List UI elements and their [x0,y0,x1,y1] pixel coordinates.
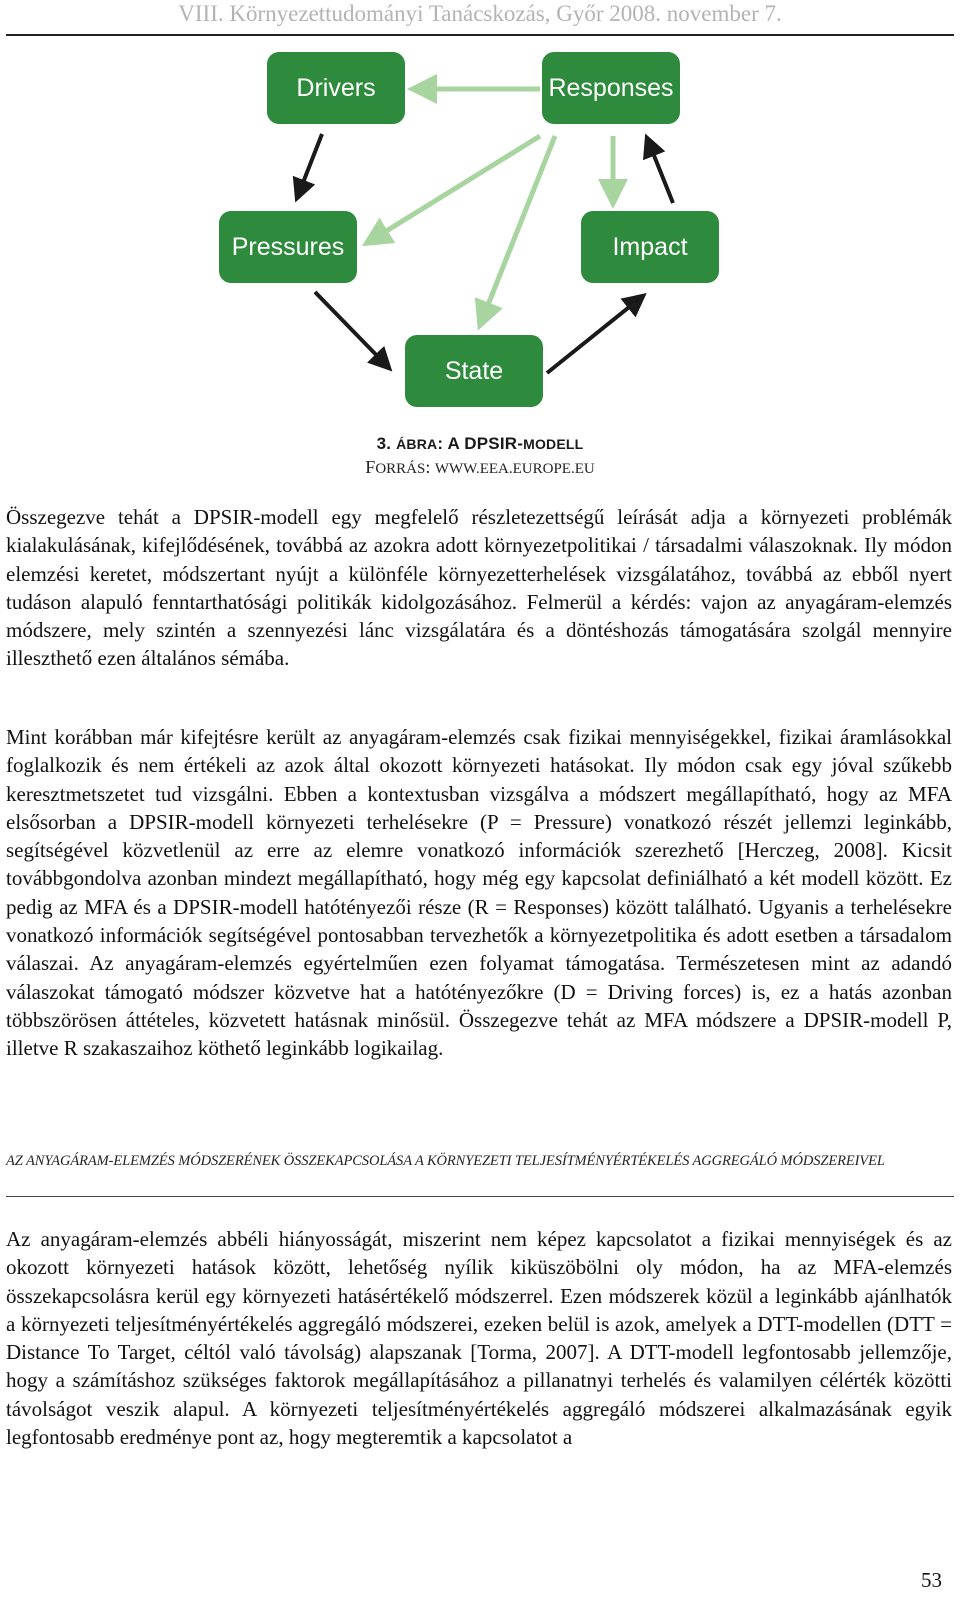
source-url: WWW.EEA.EUROPE.EU [434,461,595,477]
node-state [405,335,543,407]
paragraph-3: Az anyagáram-elemzés abbéli hiányosságát, miszerint nem képez kapcsolatot a fizikai mennyiségek és az okozott környezeti hatások között, lehetőség nyílik kiküszöbölni oly módon, ha az MFA-elemzés összekapcsolásra kerül egy környezeti hatásértékelő módszerrel. Ezen módszerek közül a leginkább ajánlhatók a környezeti teljesítményértékelés aggregáló módszerei, ezeken belül is azok, amelyek a DTT-modellen (DTT = Distance To Target, céltól való távolság) alapszanak [Torma, 2007]. A DTT-modell legfontosabb jellemzője, hogy a számításhoz szükséges faktorok megállapításához a pillanatnyi terhelés és valamilyen célérték közötti távolságot veszik alapul. A környezeti teljesítményértékelés aggregáló módszerei alkalmazásának egyik legfontosabb eredménye pont az, hogy megteremtik a kapcsolatot a [6,1227,952,1450]
node-impact [581,211,719,283]
caption-tail: MODELL [523,436,584,452]
node-pressures [219,211,357,283]
node-state-label: State [444,357,504,385]
node-drivers [267,52,405,124]
source-first: F [365,457,376,477]
arrow-responses-to-pressures [367,136,540,243]
source-small: ORRÁS [375,461,426,477]
header-rule [6,34,954,36]
figure-caption-source: FORRÁS: WWW.EEA.EUROPE.EU [365,457,595,477]
arrow-impact-to-responses [647,138,673,203]
paragraph-2: Mint korábban már kifejtésre került az anyagáram-elemzés csak fizikai mennyiségekkel, fizikai áramlásokkal foglalkozik és nem értékeli az azok által okozott környezeti hatásokat. Ily módon csak egy jóval szűkebb keresztmetszetet tud vizsgálni. Ebben a kontextusban vizsgálva a módszert megállapítható, hogy az MFA elsősorban a DPSIR-modell környezeti terhelésekre (P = Pressure) vonatkozó részét jellemzi leginkább, segítségével közvetlenül az erre az elemre vonatkozó információk szerezhető [Herczeg, 2008]. Kicsit továbbgondolva azonban mindezt megállapítható, hogy még egy kapcsolat definiálható a két modell között. Ez pedig az MFA és a DPSIR-modell hatótényezői része (R = Responses) között található. Ugyanis a terhelésekre vonatkozó információk segítségével pontosabban tervezhetők a környezetpolitika és adott esetben a társadalom válaszai. Az anyagáram-elemzés egyértelműen ezen folyamat támogatása. Természetesen mint az adandó válaszokat támogató módszer közvetve hat a hatótényezőkre (D = Driving forces) is, ez a hatás azonban többszörösen áttételes, közvetett hatásnak minősül. Összegezve tehát az MFA módszere a DPSIR-modell P, illetve R szakaszaihoz köthető leginkább logikailag. [6,725,952,1061]
node-responses-label: Responses [548,74,674,102]
section-rule [6,1196,954,1197]
paragraph-1: Összegezve tehát a DPSIR-modell egy megfelelő részletezettségű leírását adja a környezeti problémák kialakulásának, kifejlődésének, továbbá az azokra adott környezetpolitikai / társadalmi válaszoknak. Ily módon elemzési keretet, módszertant nyújt a különféle környezetterhelések vizsgálatához, továbbá az ebből nyert tudáson alapuló fenntarthatósági politikák kidolgozásához. Felmerül a kérdés: vajon az anyagáram-elemzés módszere, mely szintén a szennyezési lánc vizsgálatára és a döntéshozás támogatására szolgál mennyire illeszthető ezen általános sémába. [6,505,952,671]
node-impact-label: Impact [612,233,688,261]
figure-caption-title: 3. ÁBRA: A DPSIR-MODELL [376,434,584,453]
node-responses [542,52,680,124]
node-pressures-label: Pressures [231,233,345,261]
arrow-drivers-to-pressures [297,134,322,198]
caption-number: 3. [376,434,392,453]
dpsir-diagram [215,48,725,413]
caption-small: ÁBRA [396,436,438,452]
arrow-pressures-to-state [315,292,389,368]
page-number: 53 [921,1568,942,1592]
section-title: AZ ANYAGÁRAM-ELEMZÉS MÓDSZERÉNEK ÖSSZEKAPCSOLÁSA A KÖRNYEZETI TELJESÍTMÉNYÉRTÉKELÉS AGGREGÁLÓ MÓDSZEREIVEL [6,1153,885,1169]
arrow-state-to-impact [547,296,643,373]
running-header: VIII. Környezettudományi Tanácskozás, Győr 2008. november 7. [178,1,782,26]
caption-main: A DPSIR [447,434,518,453]
node-drivers-label: Drivers [296,74,376,102]
